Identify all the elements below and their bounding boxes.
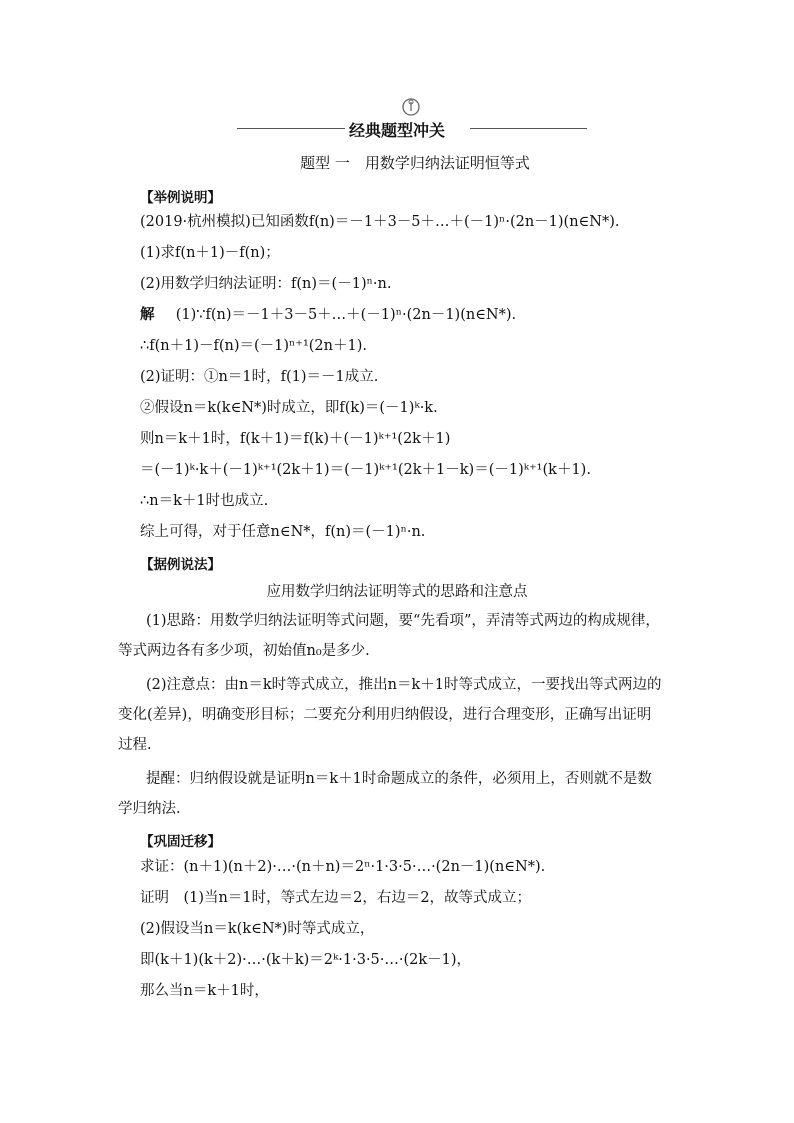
solution-label: 解 (140, 307, 155, 323)
solution-line-3: (2)证明：①n＝1时，f(1)＝－1成立. (140, 369, 379, 385)
method-paragraph-1 (118, 606, 664, 666)
solution-line-7: ∴n＝k＋1时也成立. (140, 493, 269, 509)
example-label: 【举例说明】 (140, 190, 221, 206)
question-2: (2)用数学归纳法证明：f(n)＝(－1)ⁿ·n. (140, 276, 392, 292)
proof-line-2: (2)假设当n＝k(k∈N*)时等式成立， (140, 921, 375, 937)
method-title: 应用数学归纳法证明等式的思路和注意点 (266, 584, 528, 600)
method-paragraph-1-text: (1)思路：用数学归纳法证明等式问题，要“先看项”，弄清等式两边的构成规律，等式两边各有多少项，初始值n₀是多少. (118, 613, 660, 659)
method-paragraph-2 (118, 670, 664, 760)
proof-line-1: 证明 (1)当n＝1时，等式左边＝2，右边＝2，故等式成立； (140, 890, 532, 906)
section-title: 经典题型冲关 (348, 121, 445, 140)
solution-line-8: 综上可得，对于任意n∈N*，f(n)＝(－1)ⁿ·n. (140, 524, 426, 540)
solution-line-2: ∴f(n＋1)－f(n)＝(－1)ⁿ⁺¹(2n＋1). (140, 338, 367, 354)
example-problem: (2019·杭州模拟)已知函数f(n)＝－1＋3－5＋…＋(－1)ⁿ·(2n－1)(n∈N*). (140, 214, 620, 230)
proof-line-3: 即(k＋1)(k＋2)·…·(k＋k)＝2ᵏ·1·3·5·…·(2k－1)， (140, 952, 472, 968)
solution-line-5: 则n＝k＋1时，f(k＋1)＝f(k)＋(－1)ᵏ⁺¹(2k＋1) (140, 431, 451, 447)
practice-label: 【巩固迁移】 (140, 834, 221, 850)
practice-question: 求证：(n＋1)(n＋2)·…·(n＋n)＝2ⁿ·1·3·5·…·(2n－1)(n∈N*). (140, 859, 546, 875)
method-paragraph-3-text: 提醒：归纳假设就是证明n＝k＋1时命题成立的条件，必须用上，否则就不是数学归纳法. (118, 771, 652, 817)
question-1: (1)求f(n＋1)－f(n)； (140, 245, 280, 261)
solution-line-1 (140, 305, 516, 325)
method-paragraph-3 (118, 764, 664, 824)
solution-line-6: ＝(－1)ᵏ·k＋(－1)ᵏ⁺¹(2k＋1)＝(－1)ᵏ⁺¹(2k＋1－k)＝(－1)ᵏ⁺¹(k＋1). (140, 462, 591, 478)
method-paragraph-2-text: (2)注意点：由n＝k时等式成立，推出n＝k＋1时等式成立，一要找出等式两边的变化(差异)，明确变形目标；二要充分利用归纳假设，进行合理变形，正确写出证明过程. (118, 677, 662, 753)
bulb-icon (400, 97, 422, 119)
proof-line-4: 那么当n＝k＋1时， (140, 983, 269, 999)
type-title: 题型 一 用数学归纳法证明恒等式 (300, 154, 530, 172)
solution-text-1: (1)∵f(n)＝－1＋3－5＋…＋(－1)ⁿ·(2n－1)(n∈N*). (175, 307, 517, 323)
solution-line-4: ②假设n＝k(k∈N*)时成立，即f(k)＝(－1)ᵏ·k. (140, 400, 438, 416)
method-label: 【据例说法】 (140, 557, 221, 573)
